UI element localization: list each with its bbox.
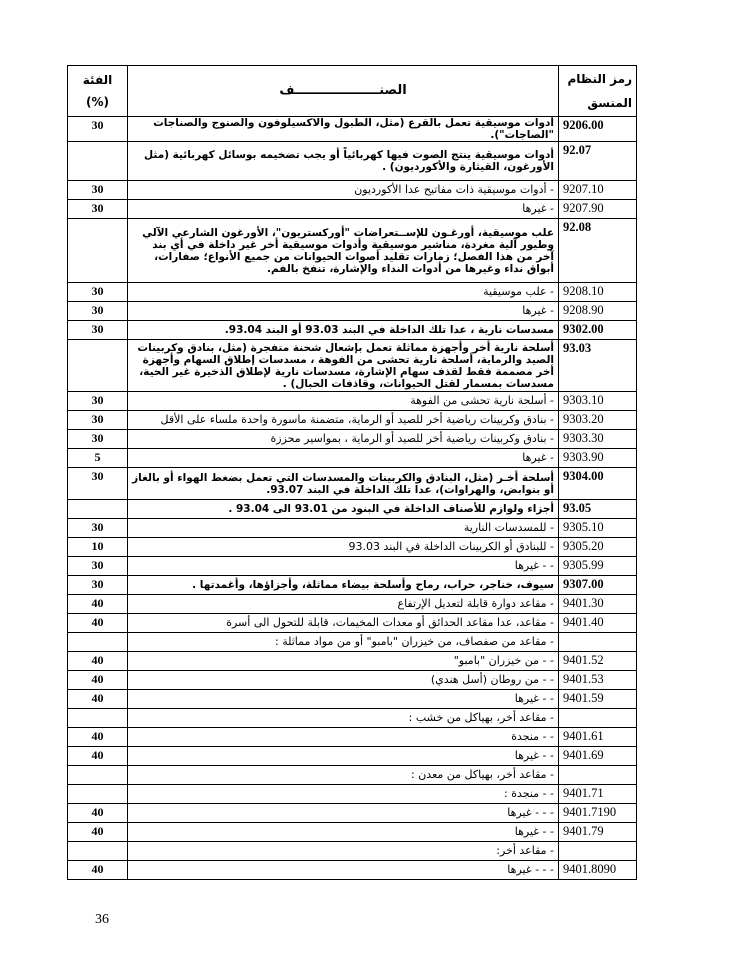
table-row bbox=[68, 614, 637, 633]
rate-cell: 40 bbox=[68, 823, 128, 842]
table-row bbox=[68, 411, 637, 430]
rate-cell: 30 bbox=[68, 200, 128, 219]
code-cell: 9305.99 bbox=[559, 557, 637, 576]
table-row bbox=[68, 747, 637, 766]
rate-cell: 40 bbox=[68, 690, 128, 709]
description-cell: - مقاعد أخر، بهياكل من خشب : bbox=[128, 709, 559, 728]
table-header-row bbox=[68, 66, 637, 117]
description-cell: - - غيرها bbox=[128, 823, 559, 842]
description-cell: - غيرها bbox=[128, 302, 559, 321]
description-cell: أدوات موسيقية ينتج الصوت فيها كهربائياً أو يجب تضخيمه بوسائل كهربائية (مثل الأورغون، القيثارة والأكورديون) . bbox=[128, 142, 559, 181]
table-row bbox=[68, 576, 637, 595]
code-cell: 9401.61 bbox=[559, 728, 637, 747]
table-row bbox=[68, 500, 637, 519]
description-cell: - - - غيرها bbox=[128, 861, 559, 880]
rate-cell: 30 bbox=[68, 283, 128, 302]
rate-cell: 30 bbox=[68, 117, 128, 142]
description-cell: - - منجدة bbox=[128, 728, 559, 747]
code-cell: 9303.20 bbox=[559, 411, 637, 430]
header-rate-label: الفئة bbox=[82, 73, 113, 87]
rate-cell: 40 bbox=[68, 671, 128, 690]
code-cell: 9401.71 bbox=[559, 785, 637, 804]
rate-cell bbox=[68, 785, 128, 804]
rate-cell: 5 bbox=[68, 449, 128, 468]
header-code-line1: رمز النظام bbox=[567, 72, 632, 86]
code-cell: 9208.10 bbox=[559, 283, 637, 302]
table-row bbox=[68, 671, 637, 690]
page-number: 36 bbox=[95, 912, 109, 927]
rate-cell: 40 bbox=[68, 747, 128, 766]
header-code-cell bbox=[559, 66, 637, 117]
header-rate-unit: (%) bbox=[86, 95, 109, 109]
table-row bbox=[68, 283, 637, 302]
rate-cell: 40 bbox=[68, 804, 128, 823]
code-cell: 9401.59 bbox=[559, 690, 637, 709]
table-row bbox=[68, 181, 637, 200]
description-cell: - - غيرها bbox=[128, 747, 559, 766]
code-cell: 9401.53 bbox=[559, 671, 637, 690]
rate-cell: 30 bbox=[68, 302, 128, 321]
description-cell: - بنادق وكربينات رياضية أخر للصيد أو الرماية، متضمنة ماسورة واحدة ملساء على الأقل bbox=[128, 411, 559, 430]
description-cell: - مقاعد دوارة قابلة لتعديل الإرتفاع bbox=[128, 595, 559, 614]
description-cell: مسدسات نارية ، عدا تلك الداخلة في البند 93.03 أو البند 93.04. bbox=[128, 321, 559, 340]
rate-cell bbox=[68, 842, 128, 861]
description-cell: - علب موسيقية bbox=[128, 283, 559, 302]
code-cell: 9304.00 bbox=[559, 468, 637, 500]
header-description-label: الصنـــــــــــــــــــف bbox=[279, 83, 407, 98]
rate-cell: 40 bbox=[68, 595, 128, 614]
table-row bbox=[68, 321, 637, 340]
rate-cell: 30 bbox=[68, 411, 128, 430]
code-cell: 9401.8090 bbox=[559, 861, 637, 880]
header-rate-cell bbox=[68, 66, 128, 117]
code-cell bbox=[559, 766, 637, 785]
code-cell: 9303.30 bbox=[559, 430, 637, 449]
description-cell: - للبنادق أو الكربينات الداخلة في البند 93.03 bbox=[128, 538, 559, 557]
rate-cell: 30 bbox=[68, 519, 128, 538]
rate-cell: 30 bbox=[68, 576, 128, 595]
code-cell bbox=[559, 842, 637, 861]
description-cell: - مقاعد أخر، بهياكل من معدن : bbox=[128, 766, 559, 785]
description-cell: أجزاء ولوازم للأصناف الداخلة في البنود من 93.01 الى 93.04 . bbox=[128, 500, 559, 519]
description-cell: - أدوات موسيقية ذات مفاتيح عدا الأكورديون bbox=[128, 181, 559, 200]
code-cell: 9303.10 bbox=[559, 392, 637, 411]
table-row bbox=[68, 117, 637, 142]
rate-cell: 30 bbox=[68, 392, 128, 411]
description-cell: - بنادق وكربينات رياضية أخر للصيد أو الرماية ، بمواسير محززة bbox=[128, 430, 559, 449]
code-cell: 9307.00 bbox=[559, 576, 637, 595]
code-cell: 9401.79 bbox=[559, 823, 637, 842]
description-cell: - للمسدسات النارية bbox=[128, 519, 559, 538]
table-row bbox=[68, 557, 637, 576]
rate-cell: 30 bbox=[68, 468, 128, 500]
table-row bbox=[68, 200, 637, 219]
description-cell: - - من روطان (أسل هندي) bbox=[128, 671, 559, 690]
table-row bbox=[68, 430, 637, 449]
rate-cell bbox=[68, 500, 128, 519]
description-cell: - غيرها bbox=[128, 200, 559, 219]
code-cell: 93.05 bbox=[559, 500, 637, 519]
table-row bbox=[68, 823, 637, 842]
header-description-cell bbox=[128, 66, 559, 117]
rate-cell: 30 bbox=[68, 321, 128, 340]
table-row bbox=[68, 690, 637, 709]
code-cell: 92.07 bbox=[559, 142, 637, 181]
rate-cell bbox=[68, 766, 128, 785]
code-cell: 9401.40 bbox=[559, 614, 637, 633]
code-cell: 9303.90 bbox=[559, 449, 637, 468]
code-cell: 92.08 bbox=[559, 219, 637, 283]
code-cell: 9305.20 bbox=[559, 538, 637, 557]
table-row bbox=[68, 468, 637, 500]
description-cell: - - غيرها bbox=[128, 557, 559, 576]
table-row bbox=[68, 652, 637, 671]
rate-cell: 40 bbox=[68, 728, 128, 747]
description-cell: سيوف، خناجر، حراب، رماح وأسلحة بيضاء مماثلة، وأجزاؤها، وأغمدتها . bbox=[128, 576, 559, 595]
description-cell: - مقاعد أخر: bbox=[128, 842, 559, 861]
table-row bbox=[68, 709, 637, 728]
rate-cell: 40 bbox=[68, 652, 128, 671]
table-row bbox=[68, 633, 637, 652]
rate-cell bbox=[68, 142, 128, 181]
code-cell: 9401.7190 bbox=[559, 804, 637, 823]
table-row bbox=[68, 728, 637, 747]
code-cell bbox=[559, 633, 637, 652]
rate-cell bbox=[68, 633, 128, 652]
tariff-table bbox=[67, 65, 637, 880]
rate-cell bbox=[68, 340, 128, 392]
code-cell: 9401.69 bbox=[559, 747, 637, 766]
description-cell: علب موسيقية، أورغـون للإســتعراضات "أوركستريون"، الأورغون الشارعي الآلي وطيور آلية مغردة، مناشير موسيقية وأدوات موسيقية أخر غير داخلة في أي بند آخر من هذا الفصل؛ زمارات تقليد أصوات الحيوانات من جميع الأنواع؛ صفارات، أبواق نداء وغيرها من أدوات النداء والإشارة، تنفخ بالفم. bbox=[128, 219, 559, 283]
code-cell: 93.03 bbox=[559, 340, 637, 392]
description-cell: - مقاعد، عدا مقاعد الحدائق أو معدات المخيمات، قابلة للتحول الى أسرة bbox=[128, 614, 559, 633]
description-cell: - - - غيرها bbox=[128, 804, 559, 823]
code-cell: 9206.00 bbox=[559, 117, 637, 142]
table-row bbox=[68, 302, 637, 321]
description-cell: أسلحة نارية أخر وأجهزة مماثلة تعمل بإشعال شحنة متفجرة (مثل، بنادق وكربينات الصيد والرماية، أسلحة نارية تحشى من الفوهة ، مسدسات إطلاق السهام وأجهزة أخر مصممة فقط لقذف سهام الإشارة، مسدسات نارية لإطلاق الذخيرة غير الحية، مسدسات بمسمار لقتل الحيوانات، وقاذفات الحبال) . bbox=[128, 340, 559, 392]
description-cell: - - غيرها bbox=[128, 690, 559, 709]
table-row bbox=[68, 804, 637, 823]
table-row bbox=[68, 142, 637, 181]
table-row bbox=[68, 340, 637, 392]
rate-cell: 40 bbox=[68, 861, 128, 880]
description-cell: - مقاعد من صفصاف، من خيزران "بامبو" أو من مواد مماثلة : bbox=[128, 633, 559, 652]
table-row bbox=[68, 766, 637, 785]
code-cell: 9401.30 bbox=[559, 595, 637, 614]
rate-cell: 30 bbox=[68, 181, 128, 200]
code-cell: 9207.90 bbox=[559, 200, 637, 219]
code-cell: 9302.00 bbox=[559, 321, 637, 340]
rate-cell: 30 bbox=[68, 430, 128, 449]
table-row bbox=[68, 538, 637, 557]
description-cell: أدوات موسيقية تعمل بالقرع (مثل، الطبول والاكسيلوفون والصنوج والصناجات "الصاجات"). bbox=[128, 117, 559, 142]
table-row bbox=[68, 392, 637, 411]
table-row bbox=[68, 842, 637, 861]
code-cell: 9305.10 bbox=[559, 519, 637, 538]
tariff-table-body bbox=[68, 66, 637, 880]
code-cell bbox=[559, 709, 637, 728]
table-row bbox=[68, 595, 637, 614]
table-row bbox=[68, 519, 637, 538]
code-cell: 9208.90 bbox=[559, 302, 637, 321]
description-cell: - غيرها bbox=[128, 449, 559, 468]
rate-cell: 30 bbox=[68, 557, 128, 576]
table-row bbox=[68, 785, 637, 804]
description-cell: - - منجدة : bbox=[128, 785, 559, 804]
rate-cell bbox=[68, 709, 128, 728]
rate-cell: 40 bbox=[68, 614, 128, 633]
code-cell: 9207.10 bbox=[559, 181, 637, 200]
table-row bbox=[68, 861, 637, 880]
description-cell: أسلحة أخـر (مثل، البنادق والكربينات والمسدسات التي تعمل بضغط الهواء أو بالغاز أو بنوابض، والهراوات)، عدا تلك الداخلة في البند 93.07. bbox=[128, 468, 559, 500]
table-row bbox=[68, 219, 637, 283]
header-code-line2: المنسق bbox=[587, 96, 632, 110]
table-row bbox=[68, 449, 637, 468]
code-cell: 9401.52 bbox=[559, 652, 637, 671]
rate-cell: 10 bbox=[68, 538, 128, 557]
rate-cell bbox=[68, 219, 128, 283]
description-cell: - - من خيزران "بامبو" bbox=[128, 652, 559, 671]
description-cell: - أسلحة نارية تحشى من الفوهة bbox=[128, 392, 559, 411]
